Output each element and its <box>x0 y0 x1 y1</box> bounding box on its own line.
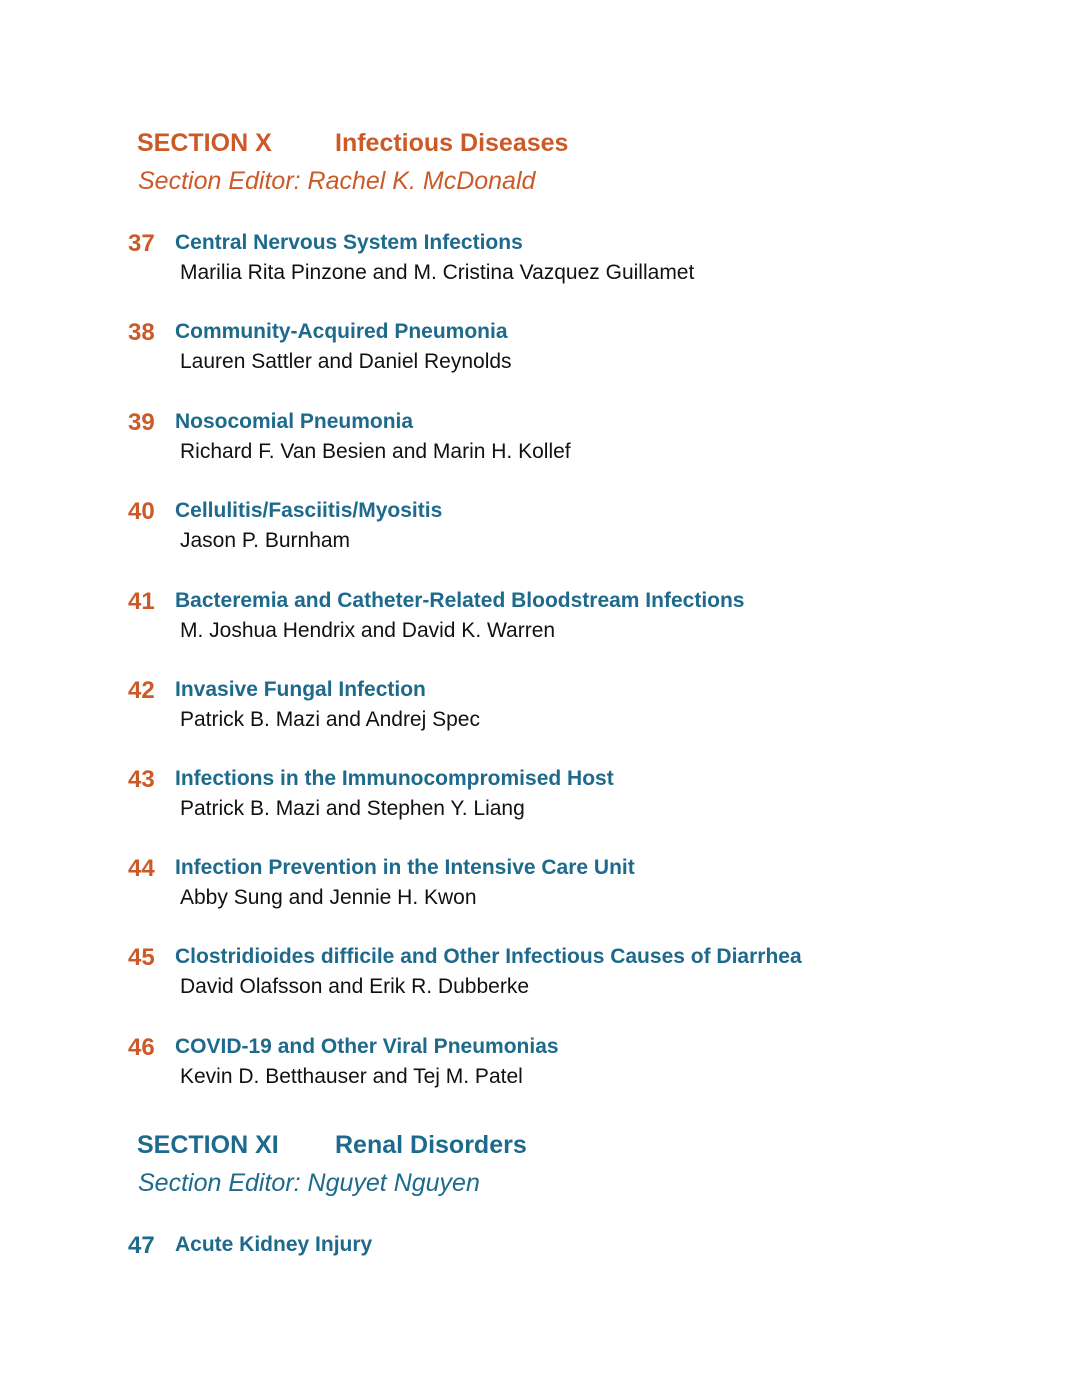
chapter-44[interactable] <box>128 854 928 914</box>
chapter-number: 39 <box>128 409 155 436</box>
section-xi-editor: Section Editor: Nguyet Nguyen <box>138 1169 480 1197</box>
chapter-number: 43 <box>128 766 155 793</box>
chapter-number: 40 <box>128 498 155 525</box>
section-xi-heading <box>137 1130 527 1160</box>
chapter-41[interactable] <box>128 587 928 647</box>
section-label: SECTION X <box>137 129 272 157</box>
section-x-editor: Section Editor: Rachel K. McDonald <box>138 167 536 195</box>
chapter-authors: Kevin D. Betthauser and Tej M. Patel <box>180 1065 523 1088</box>
chapter-title: Clostridioides difficile and Other Infectious Causes of Diarrhea <box>175 945 802 968</box>
chapter-title: Acute Kidney Injury <box>175 1233 373 1256</box>
chapter-number: 47 <box>128 1232 155 1259</box>
chapter-number: 38 <box>128 319 155 346</box>
chapter-authors: Jason P. Burnham <box>180 529 351 552</box>
section-x-heading <box>137 128 568 158</box>
chapter-number: 45 <box>128 944 155 971</box>
chapter-authors: Patrick B. Mazi and Stephen Y. Liang <box>180 797 525 820</box>
chapter-43[interactable] <box>128 765 928 825</box>
chapter-title: Infection Prevention in the Intensive Care Unit <box>175 856 635 879</box>
chapter-title: Central Nervous System Infections <box>175 231 523 254</box>
chapter-authors: David Olafsson and Erik R. Dubberke <box>180 975 529 998</box>
chapter-37[interactable] <box>128 229 928 289</box>
chapter-title: Cellulitis/Fasciitis/Myositis <box>175 499 443 522</box>
chapter-title: COVID-19 and Other Viral Pneumonias <box>175 1035 559 1058</box>
chapter-authors: Patrick B. Mazi and Andrej Spec <box>180 708 480 731</box>
chapter-38[interactable] <box>128 318 928 378</box>
chapter-46[interactable] <box>128 1033 928 1093</box>
chapter-authors: Lauren Sattler and Daniel Reynolds <box>180 350 512 373</box>
section-label: SECTION XI <box>137 1131 279 1159</box>
section-title: Renal Disorders <box>335 1131 527 1159</box>
chapter-authors: Marilia Rita Pinzone and M. Cristina Vazquez Guillamet <box>180 261 695 284</box>
chapter-number: 46 <box>128 1034 155 1061</box>
chapter-title: Invasive Fungal Infection <box>175 678 426 701</box>
chapter-title: Infections in the Immunocompromised Host <box>175 767 614 790</box>
chapter-number: 41 <box>128 588 155 615</box>
chapter-number: 42 <box>128 677 155 704</box>
chapter-number: 44 <box>128 855 155 882</box>
chapter-45[interactable] <box>128 943 928 1003</box>
chapter-authors: Abby Sung and Jennie H. Kwon <box>180 886 477 909</box>
chapter-47[interactable] <box>128 1231 928 1291</box>
chapter-40[interactable] <box>128 497 928 557</box>
chapter-title: Community-Acquired Pneumonia <box>175 320 508 343</box>
section-title: Infectious Diseases <box>335 129 569 157</box>
chapter-title: Bacteremia and Catheter-Related Bloodstream Infections <box>175 589 745 612</box>
chapter-authors: Richard F. Van Besien and Marin H. Kollef <box>180 440 571 463</box>
chapter-number: 37 <box>128 230 155 257</box>
chapter-39[interactable] <box>128 408 928 468</box>
chapter-42[interactable] <box>128 676 928 736</box>
chapter-title: Nosocomial Pneumonia <box>175 410 414 433</box>
chapter-authors: M. Joshua Hendrix and David K. Warren <box>180 619 556 642</box>
